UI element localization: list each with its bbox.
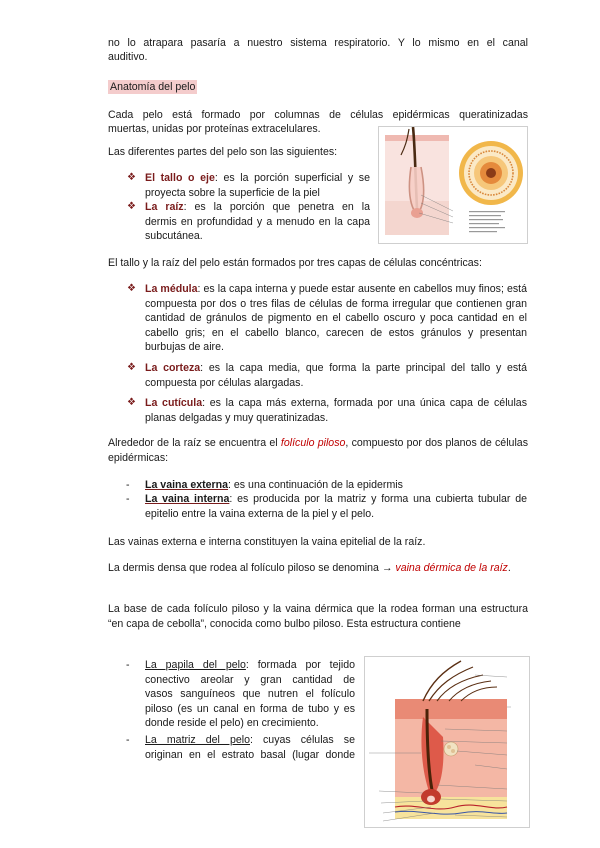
term-papila: La papila del pelo <box>145 659 246 671</box>
legend-line <box>469 211 505 212</box>
diamond-bullet-icon: ❖ <box>127 362 136 373</box>
dash-bullet: - <box>126 734 130 746</box>
cuticula-text: : es la capa más externa, formada por una única capa de células planas delgadas y muy queratinizadas. <box>145 397 527 424</box>
hair-follicle-illustration <box>365 657 529 827</box>
p6-before: La dermis densa que rodea al folículo piloso se denomina → <box>108 562 396 574</box>
p1-line-2: muertas, unidas por proteínas extracelulares. <box>108 123 321 135</box>
hair-strand <box>461 687 497 701</box>
epidermis-block <box>395 699 507 719</box>
medula-text: : es la capa interna y puede estar ausente en cabellos muy finos; está compuesta por dos o tres filas de células de forma irregular que contienen gran cantidad de gránulos de pigmento en el cabello oscuro y poca cantidad en el cabello gris; en el cabello blanco, carecen de estos gránulos y presentan burbujas de aire. <box>145 283 527 353</box>
dash-vaina-externa <box>126 478 527 493</box>
bullet-raiz <box>127 200 371 244</box>
term-corteza: La corteza <box>145 362 201 374</box>
matriz-line-2: originan en el estrato basal (lugar donde <box>145 748 355 761</box>
papila-line-4: piloso (es un canal en forma de tubo y es <box>145 702 355 715</box>
raiz-line-3: subcutánea. <box>145 230 203 242</box>
dash-bullet: - <box>126 493 130 505</box>
p1-line-1: Cada pelo está formado por columnas de células epidérmicas queratinizadas <box>108 109 528 121</box>
p6-after: . <box>507 562 511 574</box>
p3-text: El tallo y la raíz del pelo están formados por tres capas de células concéntricas: <box>108 257 482 269</box>
dash-matriz <box>126 733 355 762</box>
dermis-block <box>395 719 507 797</box>
p5-text: Las vainas externa e interna constituyen la vaina epitelial de la raíz. <box>108 536 426 548</box>
term-medula: La médula <box>145 283 198 295</box>
dash-vaina-interna <box>126 492 527 521</box>
bullet-corteza <box>127 361 527 390</box>
term-matriz: La matriz del pelo <box>145 734 250 746</box>
legend-line <box>469 227 505 228</box>
matriz-line-1: : cuyas células se <box>250 734 355 746</box>
dash-papila <box>126 658 355 731</box>
tallo-line-2: proyecta sobre la superficie de la piel <box>145 186 320 199</box>
vaina-externa-text: : es una continuación de la epidermis <box>228 479 403 491</box>
raiz-line-1: : es la porción que penetra en la <box>183 201 371 213</box>
p4-highlight: folículo piloso <box>280 437 346 449</box>
diamond-bullet-icon: ❖ <box>127 172 136 183</box>
diamond-bullet-icon: ❖ <box>127 397 136 408</box>
tallo-line-1: : es la porción superficial y se <box>214 172 370 184</box>
p4-after: , compuesto por dos planos de células epidérmicas: <box>108 437 528 464</box>
vaina-interna-text: : es producida por la matriz y forma una cubierta tubular de epitelio entre la vaina externa de la piel y el pelo. <box>145 493 527 520</box>
hair-strand <box>449 681 491 701</box>
p4-text <box>108 436 528 465</box>
legend-line <box>469 215 501 216</box>
hair-anatomy-figure <box>378 126 528 244</box>
p2-text: Las diferentes partes del pelo son las siguientes: <box>108 146 338 158</box>
term-vaina-interna: La vaina interna <box>145 493 230 505</box>
intro-line-1: no lo atrapara pasaría a nuestro sistema respiratorio. Y lo mismo en el canal <box>108 37 528 49</box>
hair-anatomy-illustration <box>379 127 527 243</box>
dash-bullet: - <box>126 659 130 671</box>
term-cuticula: La cutícula <box>145 397 203 409</box>
papila-line-5: donde reside el pelo) en crecimiento. <box>145 717 319 729</box>
papila-line-1: : formada por tejido <box>245 659 355 671</box>
legend-line <box>469 223 499 224</box>
gland-lobule <box>447 745 451 749</box>
term-tallo: El tallo o eje <box>145 172 215 184</box>
papilla <box>427 796 435 803</box>
p6-highlight: vaina dérmica de la raíz <box>395 562 508 574</box>
gland-lobule <box>451 749 455 753</box>
dash-bullet: - <box>126 479 130 491</box>
diamond-bullet-icon: ❖ <box>127 283 136 294</box>
term-vaina-externa: La vaina externa <box>145 479 229 491</box>
papila-line-3: vasos sanguíneos que nutren el folículo <box>145 688 355 700</box>
cross-section-medulla <box>486 168 496 178</box>
p7-text: La base de cada folículo piloso y la vaina dérmica que la rodea forman una estructura “en capa de cebolla”, conocida como bulbo piloso. Esta estructura contiene <box>108 603 528 630</box>
bullet-cuticula <box>127 396 527 425</box>
hair-strand <box>437 675 483 701</box>
papila-line-2: conectivo areolar y gran cantidad de <box>145 673 355 686</box>
diamond-bullet-icon: ❖ <box>127 201 136 212</box>
legend-line <box>469 231 497 232</box>
intro-line-2: auditivo. <box>108 51 148 63</box>
hair-bulb <box>411 208 423 218</box>
bullet-tallo <box>127 171 370 200</box>
raiz-line-2: dermis en profundidad y a menudo en la capa <box>145 215 370 228</box>
sebaceous-gland <box>444 742 458 756</box>
corteza-text: : es la capa media, que forma la parte principal del tallo y está compuesta por células alargadas. <box>145 362 527 389</box>
bullet-medula <box>127 282 527 355</box>
term-raiz: La raíz <box>145 201 184 213</box>
legend-line <box>469 219 503 220</box>
section-title: Anatomía del pelo <box>110 81 196 93</box>
epidermis-layer <box>385 135 449 141</box>
hair-follicle-figure <box>364 656 530 828</box>
p4-before: Alrededor de la raíz se encuentra el <box>108 437 281 449</box>
p6-text <box>108 561 528 576</box>
